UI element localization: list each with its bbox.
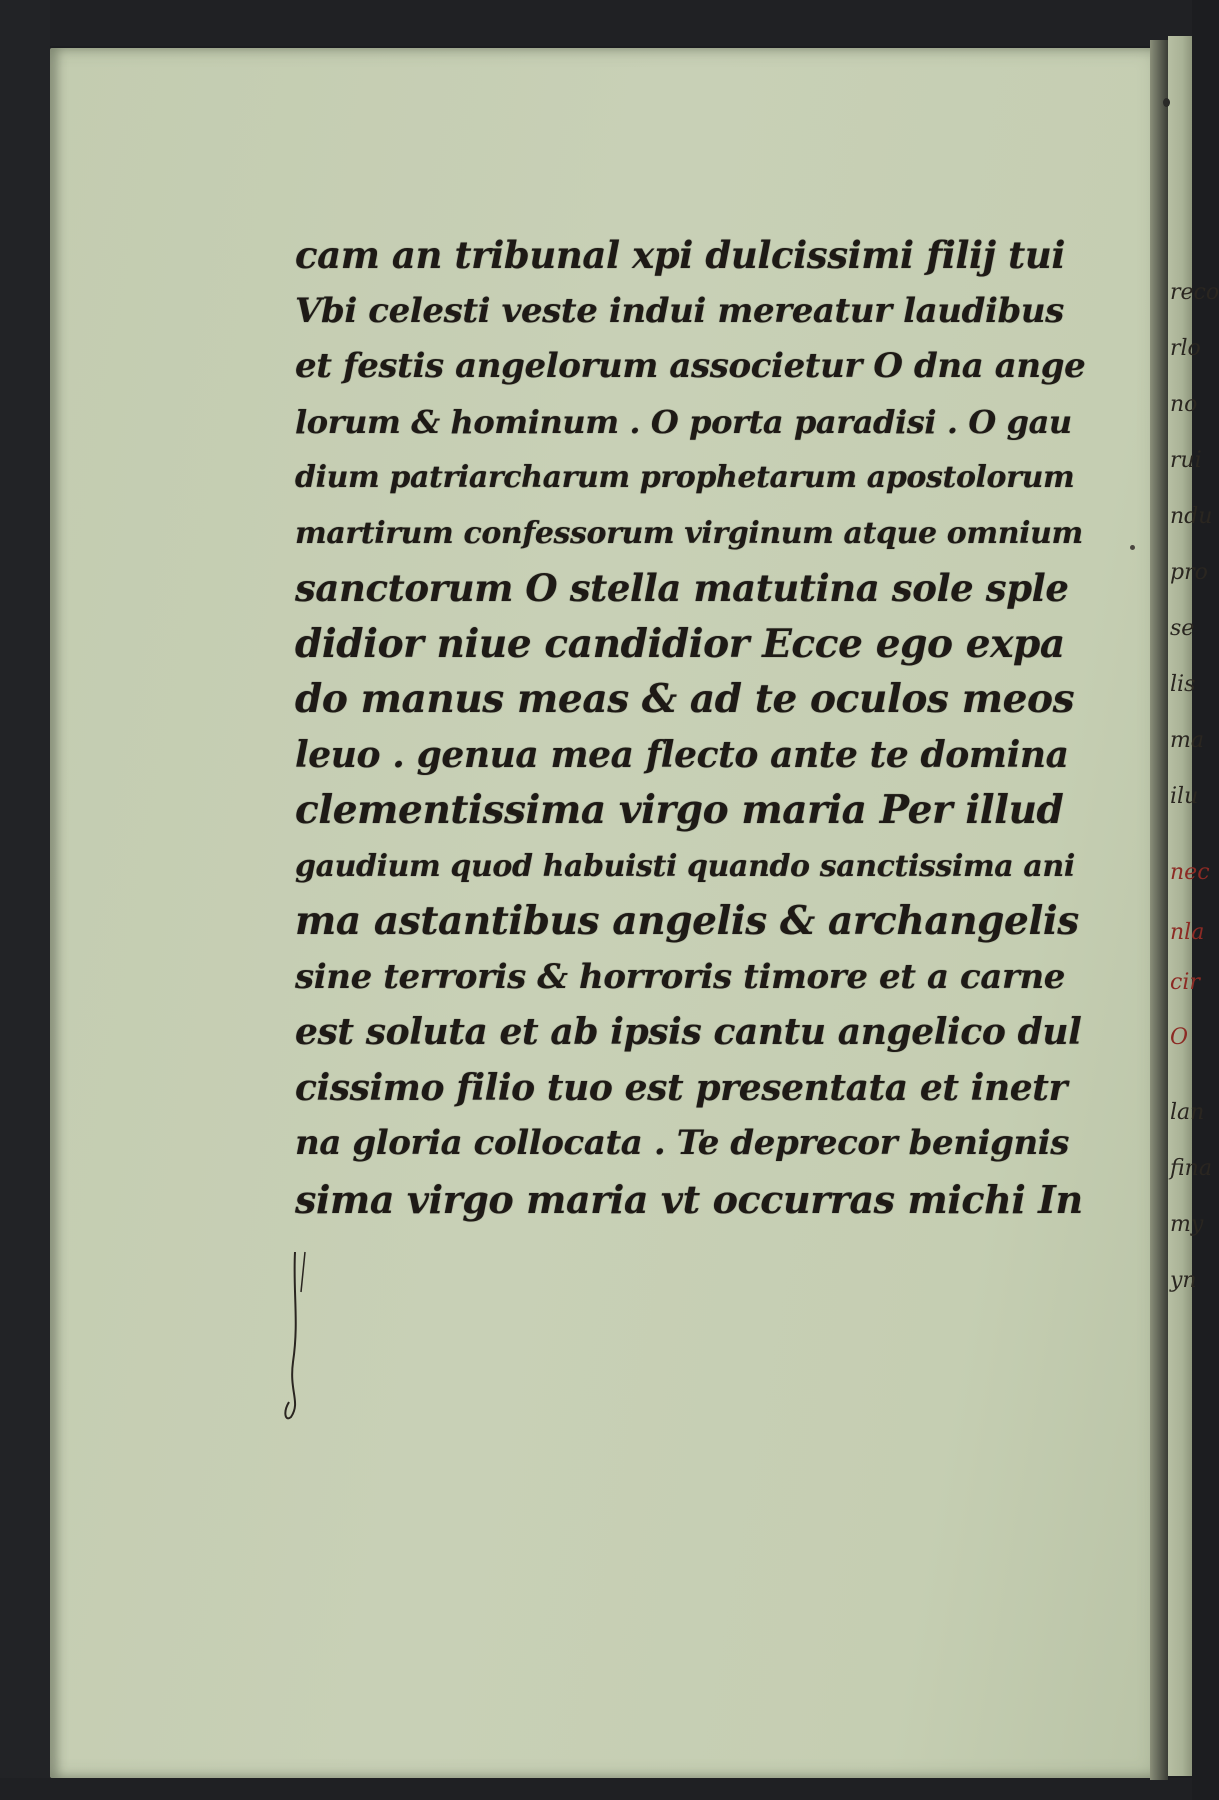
facing-page-fragment: lan bbox=[1170, 1100, 1205, 1125]
facing-page-fragment: my bbox=[1170, 1212, 1204, 1237]
facing-page-fragment: reco bbox=[1170, 280, 1219, 305]
text-line: cam an tribunal xpi dulcissimi filij tui bbox=[295, 233, 1065, 277]
text-line: martirum confessorum virginum atque omnium bbox=[295, 515, 1083, 551]
text-line: na gloria collocata . Te deprecor benignis bbox=[295, 1123, 1070, 1163]
facing-page-fragment: cir bbox=[1170, 970, 1200, 995]
binding-mark bbox=[1163, 98, 1170, 107]
text-line: ma astantibus angelis & archangelis bbox=[295, 898, 1079, 944]
text-line: sima virgo maria vt occurras michi In bbox=[295, 1176, 1083, 1222]
facing-page-fragment: pro bbox=[1170, 560, 1208, 585]
margin-flourish bbox=[275, 1252, 315, 1422]
text-line: cissimo filio tuo est presentata et inetr bbox=[295, 1066, 1068, 1109]
facing-page-fragment: nec bbox=[1170, 860, 1210, 885]
facing-page-strip bbox=[1168, 36, 1219, 1776]
facing-page-fragment: O bbox=[1170, 1025, 1189, 1050]
text-line: lorum & hominum . O porta paradisi . O gau bbox=[295, 402, 1072, 441]
facing-page-fragment: ilu bbox=[1170, 784, 1199, 809]
facing-page-fragment: no bbox=[1170, 392, 1198, 417]
text-line: gaudium quod habuisti quando sanctissima ani bbox=[295, 848, 1075, 884]
text-line: sine terroris & horroris timore et a carne bbox=[295, 956, 1066, 997]
facing-page-fragment: ndu bbox=[1170, 504, 1213, 529]
facing-page-fragment: rui bbox=[1170, 448, 1202, 473]
facing-page-fragment: ma bbox=[1170, 728, 1204, 753]
text-line: leuo . genua mea flecto ante te domina bbox=[295, 733, 1069, 776]
page-gutter-edge bbox=[1150, 40, 1168, 1780]
text-line: didior niue candidior Ecce ego expa bbox=[295, 620, 1065, 667]
facing-page-fragment: se bbox=[1170, 616, 1195, 641]
text-line: et festis angelorum associetur O dna ange bbox=[295, 346, 1086, 386]
binding-bottom bbox=[0, 1778, 1192, 1800]
binding-top bbox=[0, 0, 1192, 46]
facing-page-fragment: lis bbox=[1170, 672, 1196, 697]
facing-page-fragment: rlo bbox=[1170, 336, 1201, 361]
binding-left bbox=[0, 0, 50, 1800]
facing-page-fragment: yn bbox=[1170, 1268, 1197, 1293]
text-line: clementissima virgo maria Per illud bbox=[295, 787, 1064, 833]
text-line: est soluta et ab ipsis cantu angelico dul bbox=[295, 1011, 1082, 1053]
text-line: Vbi celesti veste indui mereatur laudibus bbox=[295, 290, 1064, 331]
text-line: do manus meas & ad te oculos meos bbox=[295, 676, 1075, 722]
text-line: dium patriarcharum prophetarum apostolorum bbox=[295, 460, 1075, 495]
facing-page-fragment: fina bbox=[1170, 1156, 1212, 1181]
ink-speck bbox=[1130, 545, 1135, 550]
manuscript-text-block bbox=[295, 228, 1085, 1227]
facing-page-fragment: nla bbox=[1170, 920, 1205, 945]
text-line: sanctorum O stella matutina sole sple bbox=[295, 566, 1069, 610]
